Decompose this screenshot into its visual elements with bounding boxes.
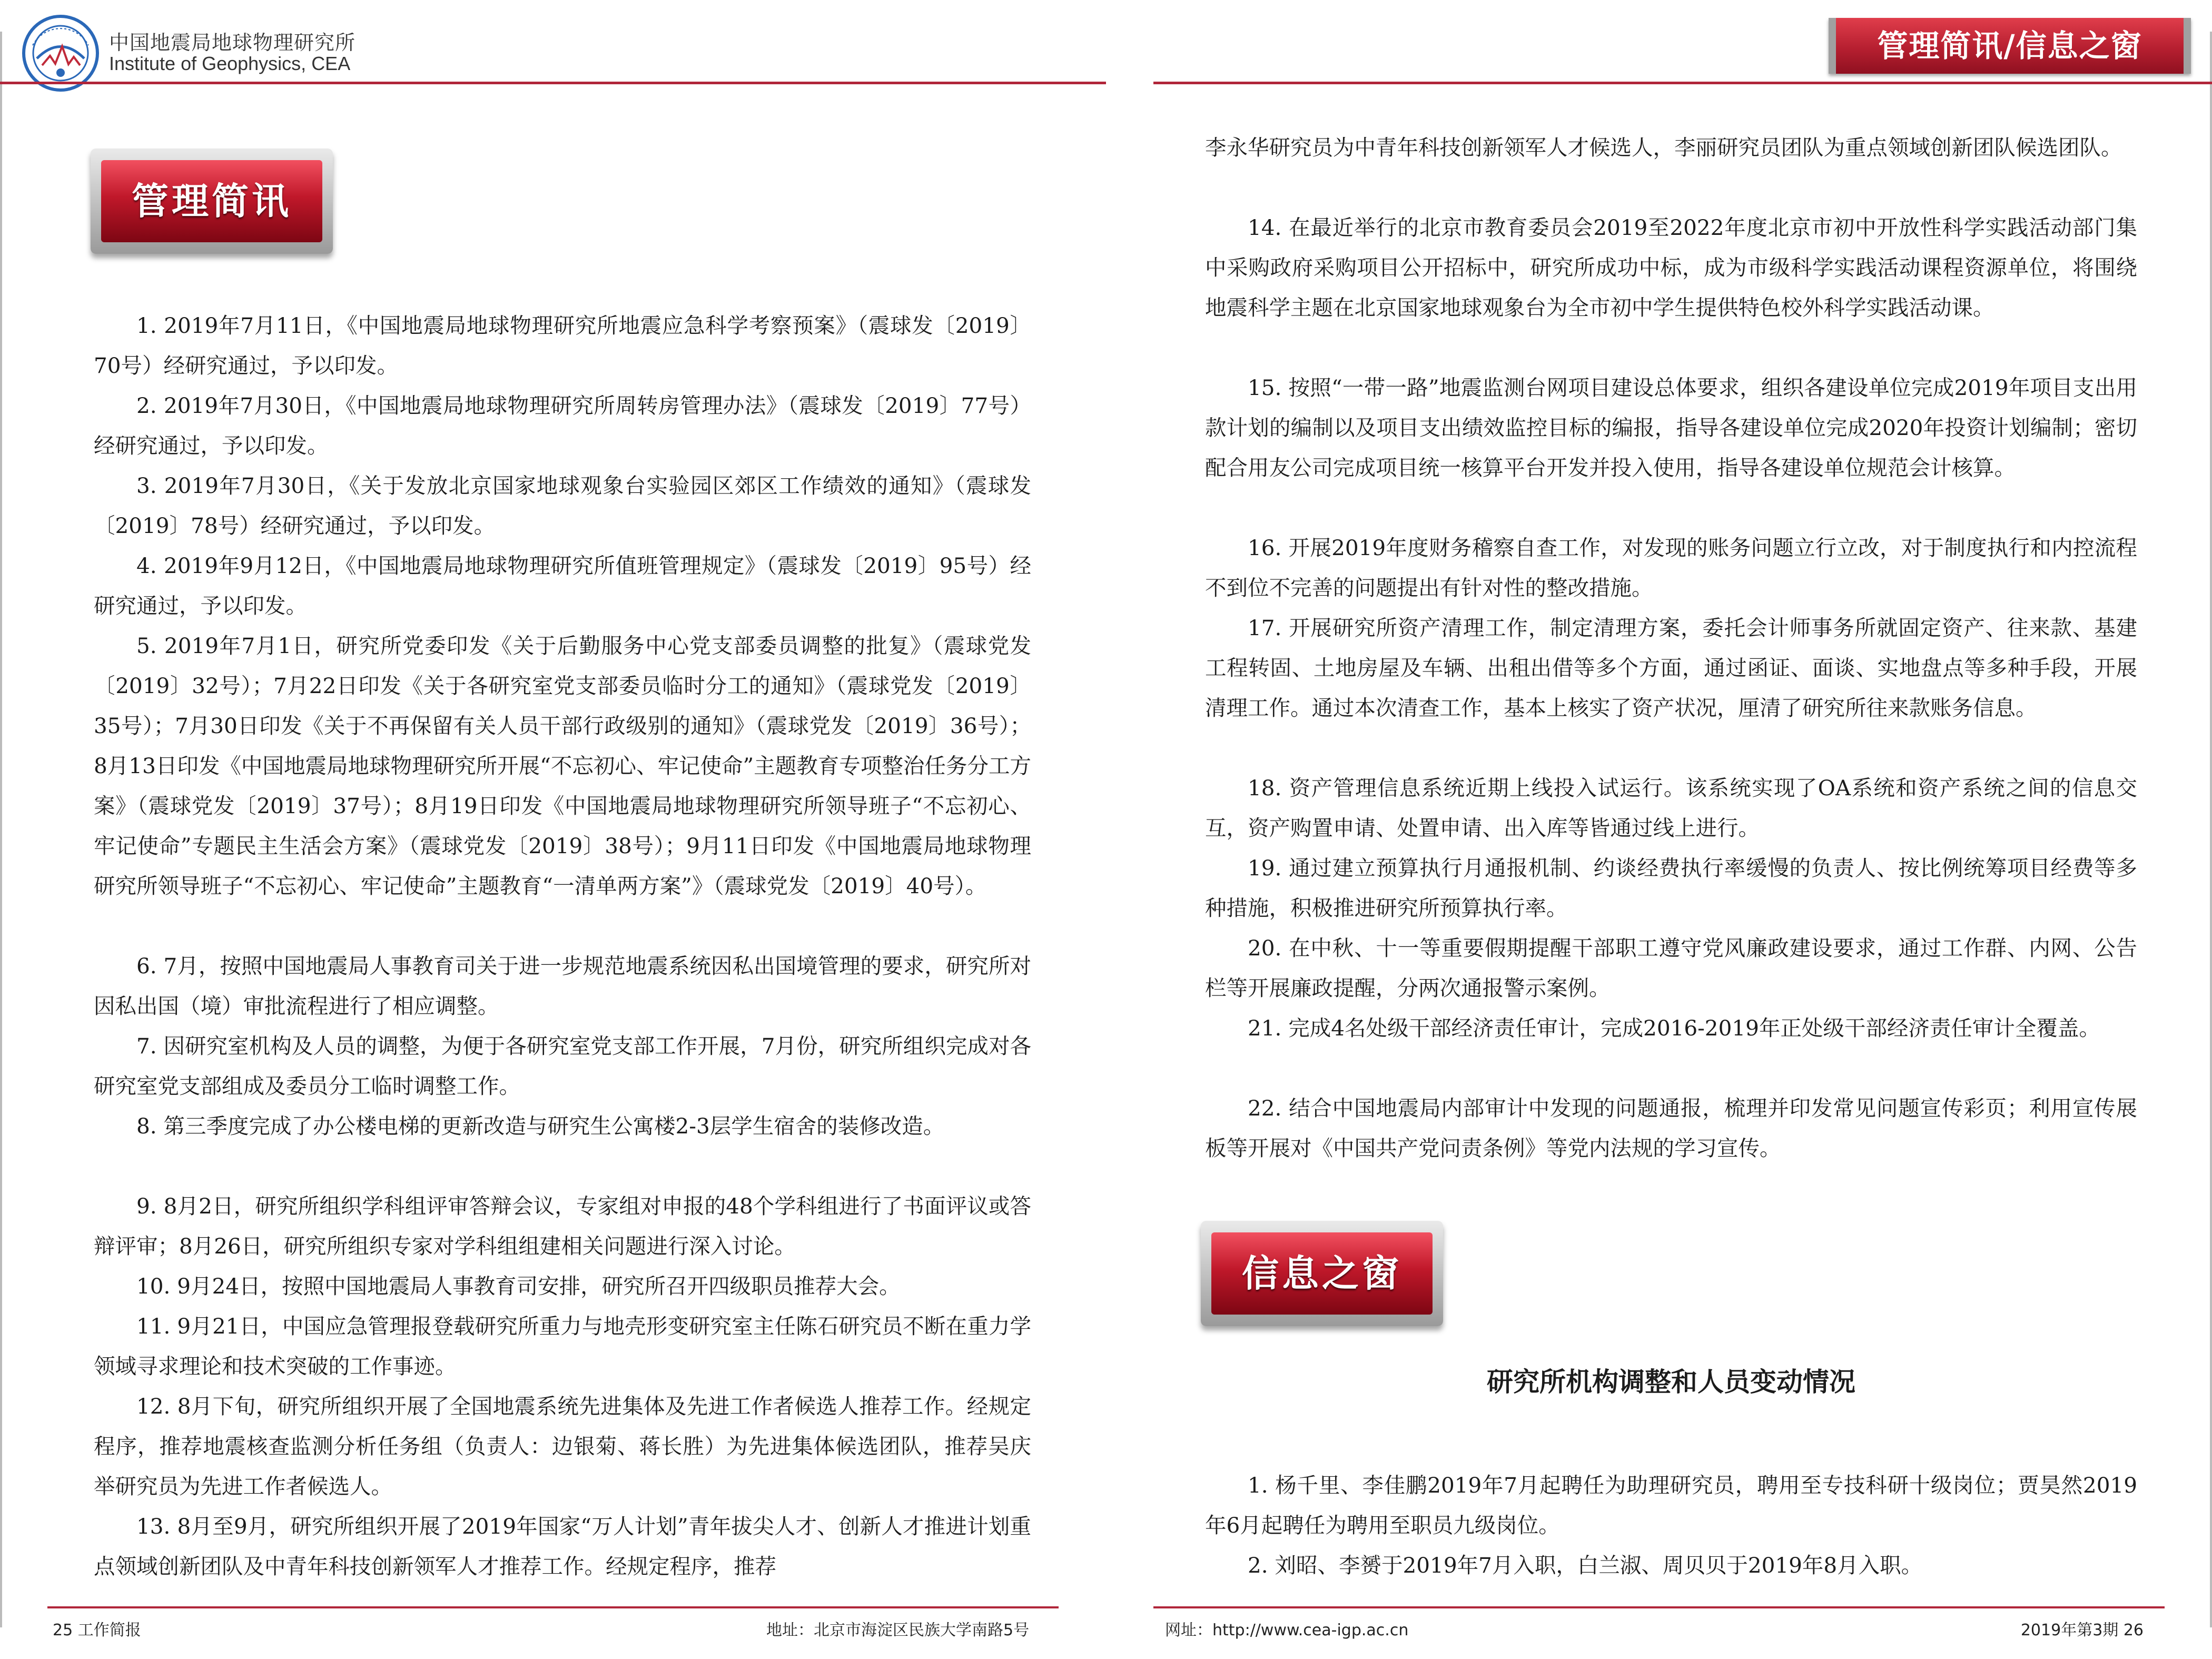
- footer-rule: [1153, 1606, 2165, 1608]
- corner-section-tab: 管理简讯/信息之窗: [1829, 18, 2191, 74]
- news-item-continued: 李永华研究员为中青年科技创新领军人才候选人，李丽研究员团队为重点领域创新团队候选团队。: [1205, 135, 2122, 160]
- info-heading: 研究所机构调整和人员变动情况: [1487, 1366, 1855, 1397]
- news-item: 6. 7月，按照中国地震局人事教育司关于进一步规范地震系统因私出国境管理的要求，研究所对因私出国（境）审批流程进行了相应调整。: [94, 953, 1031, 1019]
- news-item: 3. 2019年7月30日，《关于发放北京国家地球观象台实验园区郊区工作绩效的通知》（震球发〔2019〕78号）经研究通过，予以印发。: [94, 473, 1031, 538]
- institute-logo-icon: [21, 14, 100, 93]
- news-item: 4. 2019年9月12日，《中国地震局地球物理研究所值班管理规定》（震球发〔2019〕95号）经研究通过，予以印发。: [94, 553, 1031, 618]
- news-item: 21. 完成4名处级干部经济责任审计，完成2016-2019年正处级干部经济责任审计全覆盖。: [1248, 1015, 2100, 1041]
- news-item: 2. 2019年7月30日，《中国地震局地球物理研究所周转房管理办法》（震球发〔2019〕77号）经研究通过，予以印发。: [94, 393, 1031, 458]
- header-rule: [1153, 82, 2212, 84]
- news-item: 17. 开展研究所资产清理工作，制定清理方案，委托会计师事务所就固定资产、往来款、基建工程转固、土地房屋及车辆、出租出借等多个方面，通过函证、面谈、实地盘点等多种手段，开展清理工作。通过本次清查工作，基本上核实了资产状况，厘清了研究所往来款账务信息。: [1205, 615, 2137, 720]
- footer-address: 地址：北京市海淀区民族大学南路5号: [766, 1621, 1030, 1640]
- news-item: 15. 按照“一带一路”地震监测台网项目建设总体要求，组织各建设单位完成2019年项目支出用款计划的编制以及项目支出绩效监控目标的编报，指导各建设单位完成2020年投资计划编制；密切配合用友公司完成项目统一核算平台开发并投入使用，指导各建设单位规范会计核算。: [1205, 375, 2137, 480]
- news-item: 19. 通过建立预算执行月通报机制、约谈经费执行率缓慢的负责人、按比例统筹项目经费等多种措施，积极推进研究所预算执行率。: [1205, 855, 2137, 921]
- news-item: 11. 9月21日，中国应急管理报登载研究所重力与地壳形变研究室主任陈石研究员不断在重力学领域寻求理论和技术突破的工作事迹。: [94, 1314, 1031, 1379]
- news-item: 18. 资产管理信息系统近期上线投入试运行。该系统实现了OA系统和资产系统之间的信息交互，资产购置申请、处置申请、出入库等皆通过线上进行。: [1205, 775, 2137, 841]
- institute-name-en: Institute of Geophysics, CEA: [109, 53, 351, 74]
- news-item: 20. 在中秋、十一等重要假期提醒干部职工遵守党风廉政建设要求，通过工作群、内网、公告栏等开展廉政提醒，分两次通报警示案例。: [1205, 935, 2137, 1001]
- section-title: 信息之窗: [1211, 1232, 1433, 1315]
- info-item: 1. 杨千里、李佳鹏2019年7月起聘任为助理研究员，聘用至专技科研十级岗位；贾昊然2019年6月起聘任为聘用至职员九级岗位。: [1205, 1473, 2137, 1538]
- news-item: 13. 8月至9月，研究所组织开展了2019年国家“万人计划”青年拔尖人才、创新人才推进计划重点领域创新团队及中青年科技创新领军人才推荐工作。经规定程序，推荐: [94, 1514, 1031, 1579]
- institute-name-cn: 中国地震局地球物理研究所: [109, 31, 356, 54]
- news-item: 5. 2019年7月1日，研究所党委印发《关于后勤服务中心党支部委员调整的批复》（震球党发〔2019〕32号）；7月22日印发《关于各研究室党支部委员临时分工的通知》（震球党发〔2019〕35号）；7月30日印发《关于不再保留有关人员干部行政级别的通知》（震球党发〔2019〕36号）；8月13日印发《中国地震局地球物理研究所开展“不忘初心、牢记使命”主题教育专项整治任务分工方案》（震球党发〔2019〕37号）；8月19日印发《中国地震局地球物理研究所领导班子“不忘初心、牢记使命”专题民主生活会方案》（震球党发〔2019〕38号）；9月11日印发《中国地震局地球物理研究所领导班子“不忘初心、牢记使命”主题教育“一清单两方案”》（震球党发〔2019〕40号）。: [94, 633, 1031, 898]
- footer-rule: [47, 1606, 1059, 1608]
- news-item: 1. 2019年7月11日，《中国地震局地球物理研究所地震应急科学考察预案》（震球发〔2019〕70号）经研究通过，予以印发。: [94, 313, 1031, 378]
- news-item: 8. 第三季度完成了办公楼电梯的更新改造与研究生公寓楼2-3层学生宿舍的装修改造。: [136, 1113, 945, 1139]
- news-item: 14. 在最近举行的北京市教育委员会2019至2022年度北京市初中开放性科学实践活动部门集中采购政府采购项目公开招标中，研究所成功中标，成为市级科学实践活动课程资源单位，将围绕地震科学主题在北京国家地球观象台为全市初中学生提供特色校外科学实践活动课。: [1205, 215, 2137, 320]
- section-badge-info: [1201, 1221, 1443, 1326]
- section-title: 管理简讯: [101, 160, 322, 242]
- info-item: 2. 刘昭、李赟于2019年7月入职，白兰淑、周贝贝于2019年8月入职。: [1248, 1553, 1923, 1578]
- news-item: 9. 8月2日，研究所组织学科组评审答辩会议，专家组对申报的48个学科组进行了书面评议或答辩评审；8月26日，研究所组织专家对学科组组建相关问题进行深入讨论。: [94, 1193, 1031, 1259]
- footer-website: 网址：http://www.cea-igp.ac.cn: [1165, 1621, 1409, 1640]
- header-rule: [0, 82, 1106, 84]
- crop-mark: [2210, 32, 2212, 1627]
- news-item: 22. 结合中国地震局内部审计中发现的问题通报，梳理并印发常见问题宣传彩页；利用宣传展板等开展对《中国共产党问责条例》等党内法规的学习宣传。: [1205, 1095, 2137, 1161]
- page-number-right: 2019年第3期 26: [2020, 1621, 2144, 1640]
- news-item: 12. 8月下旬，研究所组织开展了全国地震系统先进集体及先进工作者候选人推荐工作。经规定程序，推荐地震核查监测分析任务组（负责人：边银菊、蒋长胜）为先进集体候选团队，推荐吴庆举研究员为先进工作者候选人。: [94, 1394, 1031, 1499]
- right-page: [1106, 0, 2212, 1659]
- news-item: 16. 开展2019年度财务稽察自查工作，对发现的账务问题立行立改，对于制度执行和内控流程不到位不完善的问题提出有针对性的整改措施。: [1205, 535, 2137, 600]
- news-item: 10. 9月24日，按照中国地震局人事教育司安排，研究所召开四级职员推荐大会。: [136, 1273, 901, 1299]
- page-number-left: 25 工作简报: [53, 1621, 141, 1640]
- section-badge-management: [91, 149, 333, 254]
- news-item: 7. 因研究室机构及人员的调整，为便于各研究室党支部工作开展，7月份，研究所组织完成对各研究室党支部组成及委员分工临时调整工作。: [94, 1033, 1031, 1099]
- crop-mark: [0, 32, 2, 1627]
